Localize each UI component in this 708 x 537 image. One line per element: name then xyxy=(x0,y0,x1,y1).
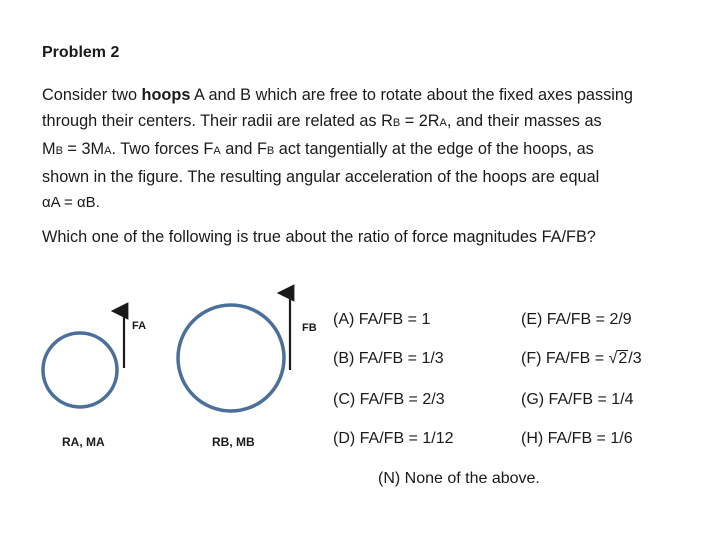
statement-line-5: αA = αB. xyxy=(42,194,100,211)
option-g[interactable]: (G) FA/FB = 1/4 xyxy=(521,391,634,408)
option-h[interactable]: (H) FA/FB = 1/6 xyxy=(521,430,633,447)
statement-line-2: through their centers. Their radii are related as RB = 2RA, and their masses as xyxy=(42,112,602,130)
option-c[interactable]: (C) FA/FB = 2/3 xyxy=(333,391,445,408)
hoops-figure xyxy=(0,280,320,450)
statement-line-4: shown in the figure. The resulting angular acceleration of the hoops are equal xyxy=(42,168,600,186)
hoop-b xyxy=(178,305,284,411)
option-b[interactable]: (B) FA/FB = 1/3 xyxy=(333,350,444,367)
statement-line-3: MB = 3MA. Two forces FA and FB act tangentially at the edge of the hoops, as xyxy=(42,140,594,158)
hoop-b-label: RB, MB xyxy=(212,435,255,449)
sqrt-radicand: 2 xyxy=(618,350,628,367)
option-d[interactable]: (D) FA/FB = 1/12 xyxy=(333,430,454,447)
hoop-a-label: RA, MA xyxy=(62,435,105,449)
statement-line-1: Consider two hoops A and B which are free to rotate about the fixed axes passing xyxy=(42,86,633,104)
option-a[interactable]: (A) FA/FB = 1 xyxy=(333,311,431,328)
problem-statement xyxy=(42,82,682,216)
force-b-label: FB xyxy=(302,322,317,334)
option-e[interactable]: (E) FA/FB = 2/9 xyxy=(521,311,632,328)
hoop-a xyxy=(43,333,117,407)
option-n[interactable]: (N) None of the above. xyxy=(378,470,540,487)
option-f[interactable]: (F) FA/FB = √2/3 xyxy=(521,350,642,367)
force-a-label: FA xyxy=(132,320,147,332)
problem-title: Problem 2 xyxy=(42,44,120,61)
question-text: Which one of the following is true about the ratio of force magnitudes FA/FB? xyxy=(42,228,596,246)
